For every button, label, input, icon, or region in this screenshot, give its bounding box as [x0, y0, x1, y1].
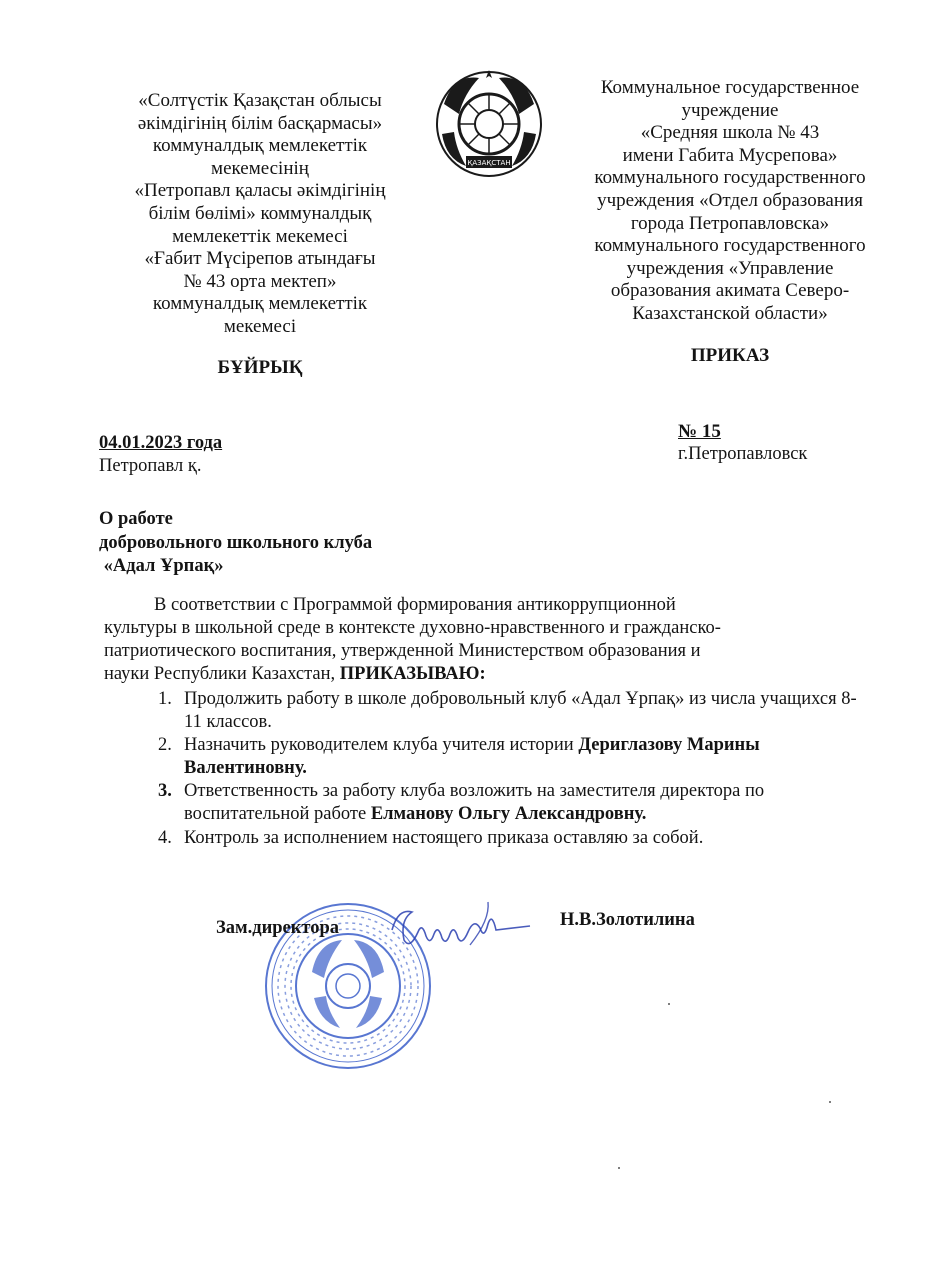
item-text-plain: Ответственность за работу клуба возложить на заместителя директора по воспитательной работе — [184, 781, 765, 824]
header-ru-line: коммунального государственного — [594, 167, 866, 189]
header-ru-line: города Петропавловска» — [630, 212, 830, 234]
header-kz-line: «Петропавл қаласы әкімдігінің — [134, 180, 386, 202]
subject-line: О работе — [99, 509, 173, 529]
item-text — [100, 780, 860, 825]
order-items — [100, 688, 860, 850]
emblem-text: ҚАЗАҚСТАН — [467, 159, 511, 167]
header-ru-line: учреждения «Управление — [626, 257, 834, 279]
body-line: культуры в школьной среде в контексте духовно-нравственного и гражданско- — [104, 618, 721, 638]
header-kz-line: коммуналдық мемлекеттік — [152, 135, 368, 157]
order-title-ru: ПРИКАЗ — [690, 345, 770, 366]
order-subject — [99, 508, 372, 579]
header-ru-line: Коммунальное государственное — [600, 77, 860, 98]
header-kz-line: мекемесі — [223, 315, 297, 337]
signature — [370, 900, 535, 965]
order-verb: ПРИКАЗЫВАЮ: — [339, 664, 486, 684]
body-text: науки Республики Казахстан, — [104, 664, 340, 684]
signer-name: Н.В.Золотилина — [560, 910, 695, 930]
signer-position: Зам.директора — [216, 918, 340, 938]
order-number: № 15 — [678, 421, 721, 442]
item-text-plain: Назначить руководителем клуба учителя истории — [184, 735, 579, 756]
city-kz: Петропавл қ. — [99, 456, 202, 476]
order-title-kz: БҰЙРЫҚ — [217, 357, 303, 378]
header-ru-line: Казахстанской области» — [632, 302, 828, 324]
header-ru-line: имени Габита Мусрепова» — [622, 144, 838, 166]
item-number: 4. — [158, 827, 172, 848]
item-text: Продолжить работу в школе добровольный клуб «Адал Ұрпақ» из числа учащихся 8-11 классов. — [184, 689, 857, 732]
body-line — [104, 663, 824, 686]
subject-line: «Адал Ұрпақ» — [99, 556, 224, 576]
item-text: Контроль за исполнением настоящего приказа оставляю за собой. — [184, 827, 704, 848]
header-ru-line: коммунального государственного — [594, 235, 866, 257]
city-ru: г.Петропавловск — [678, 444, 808, 464]
header-ru-line: образования акимата Северо- — [610, 280, 850, 302]
header-kz-line: «Ғабит Мүсірепов атындағы — [144, 248, 376, 270]
item-text — [100, 734, 860, 779]
header-kz — [100, 90, 420, 339]
list-item — [100, 780, 860, 825]
item-number: 2. — [158, 735, 172, 756]
item-text-bold: Дериглазову Марины Валентиновну. — [184, 735, 760, 778]
scan-speck — [668, 1003, 670, 1005]
header-kz-line: әкімдігінің білім басқармасы» — [137, 112, 383, 134]
list-item — [100, 734, 860, 779]
body-line: патриотического воспитания, утвержденной Министерством образования и — [104, 641, 701, 661]
list-item — [100, 827, 860, 850]
header-kz-line: мекемесінің — [211, 157, 309, 179]
subject-line: добровольного школьного клуба — [99, 532, 373, 553]
header-kz-line: мемлекеттік мекемесі — [172, 225, 348, 247]
list-item — [100, 688, 860, 733]
item-number: 3. — [158, 781, 172, 802]
item-number: 1. — [158, 689, 172, 709]
header-ru-line: «Средняя школа № 43 — [640, 122, 820, 144]
header-kz-line: «Солтүстік Қазақстан облысы — [138, 90, 382, 111]
body-paragraph — [104, 594, 824, 686]
header-kz-line: № 43 орта мектеп» — [183, 270, 337, 292]
header-ru-line: учреждения «Отдел образования — [597, 189, 863, 211]
order-date: 04.01.2023 года — [99, 433, 223, 453]
body-line: В соответствии с Программой формирования антикоррупционной — [154, 595, 676, 615]
state-emblem — [424, 64, 554, 184]
header-kz-line: білім бөлімі» коммуналдық — [148, 202, 372, 224]
header-ru-line: учреждение — [681, 99, 779, 121]
scan-speck — [618, 1167, 620, 1169]
scan-speck — [829, 1101, 831, 1103]
header-kz-line: коммуналдық мемлекеттік — [152, 293, 368, 315]
header-ru — [560, 77, 900, 326]
item-text-bold: Елманову Ольгу Александровну. — [370, 803, 647, 824]
